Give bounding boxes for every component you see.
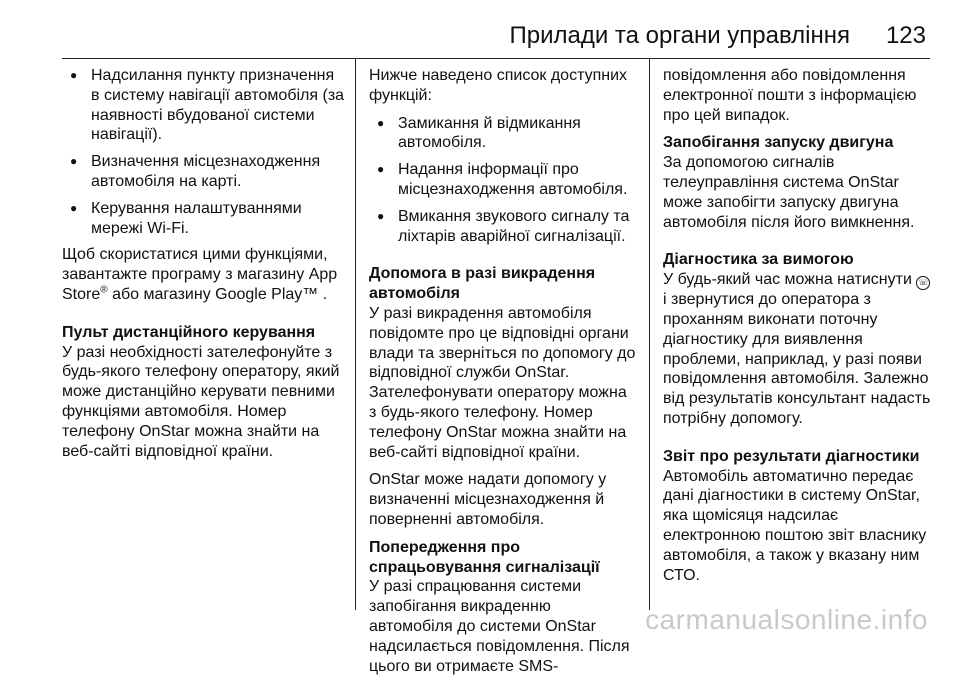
list-item: ● Надання інформації про місцезнаходження автомобіля. xyxy=(369,160,637,200)
paragraph xyxy=(62,245,347,304)
paragraph: У разі спрацювання системи запобігання викраденню автомобіля до системи OnStar надсилається повідомлення. Після цього ви отримаєте SMS- xyxy=(369,578,630,675)
list-item: ● Замикання й відмикання автомобіля. xyxy=(369,114,637,154)
paragraph-text: Щоб скористатися цими функціями, завантажте програму з магазину App Store xyxy=(62,246,338,303)
paragraph: У разі необхідності зателефонуйте з будь-якого телефону оператору, який може дистанційно керувати певними функціями автомобіля. Номер телефону OnStar можна знайти на веб-сайті відповідної країни. xyxy=(62,343,340,460)
paragraph-text: і звернутися до оператора з проханням виконати поточну діагностику для виявлення проблеми, наприклад, у разі появи повідомлення автомобіля. Залежно від результатів консультант надасть потрібну допомогу. xyxy=(663,291,931,427)
section-heading: Пульт дистанційного керування xyxy=(62,323,316,341)
page-header xyxy=(0,22,960,56)
column-divider-2 xyxy=(649,58,650,610)
registered-mark: ® xyxy=(100,284,108,296)
paragraph: Нижче наведено список доступних функцій: xyxy=(369,67,628,104)
section-heading: Діагностика за вимогою xyxy=(663,251,854,269)
list-item: ● Визначення місцезнаходження автомобіля на карті. xyxy=(62,152,347,192)
paragraph: За допомогою сигналів телеуправління система OnStar може запобігти запуску двигуна автомобіля після його вимкнення. xyxy=(663,154,915,231)
column-2 xyxy=(369,66,637,684)
column-divider-1 xyxy=(355,58,356,610)
paragraph-text: У будь-який час можна натиснути xyxy=(663,271,912,289)
phone-button-icon: ☏ xyxy=(916,276,930,290)
column-1 xyxy=(62,66,347,469)
list-item: ● Керування налаштуваннями мережі Wi-Fi. xyxy=(62,199,347,239)
section-heading: Попередження про спрацьовування сигналізації xyxy=(369,538,600,576)
paragraph-text: або магазину Google Play™ . xyxy=(107,285,328,303)
watermark: carmanualsonline.info xyxy=(645,604,928,635)
page-number: 123 xyxy=(885,22,926,49)
list-item: ● Вмикання звукового сигналу та ліхтарів аварійної сигналізації. xyxy=(369,207,637,247)
paragraph: OnStar може надати допомогу у визначенні місцезнаходження й поверненні автомобіля. xyxy=(369,471,607,528)
list-item: ● Надсилання пункту призначення в систему навігації автомобіля (за наявності вбудованої системи навігації). xyxy=(62,66,347,145)
paragraph: У разі викрадення автомобіля повідомте про це відповідні органи влади та зверніться по допомогу до відповідної служби OnStar. Зателефонувати оператору можна з будь-якого телефону. Номер телефону OnStar можна знайти на веб-сайті відповідної країни. xyxy=(369,304,636,461)
section-heading: Запобігання запуску двигуна xyxy=(663,134,894,152)
paragraph: Автомобіль автоматично передає дані діагностики в систему OnStar, яка щомісяця надсилає електронною поштою звіт власнику автомобіля, а також у вказану ним СТО. xyxy=(663,467,927,584)
paragraph xyxy=(663,270,935,429)
section-title: Прилади та органи управління xyxy=(509,22,850,49)
header-rule xyxy=(62,58,930,59)
paragraph: повідомлення або повідомлення електронної пошти з інформацією про цей випадок. xyxy=(663,67,917,124)
section-heading: Звіт про результати діагностики xyxy=(663,447,920,465)
column-3 xyxy=(663,66,935,593)
section-heading: Допомога в разі викрадення автомобіля xyxy=(369,265,596,303)
